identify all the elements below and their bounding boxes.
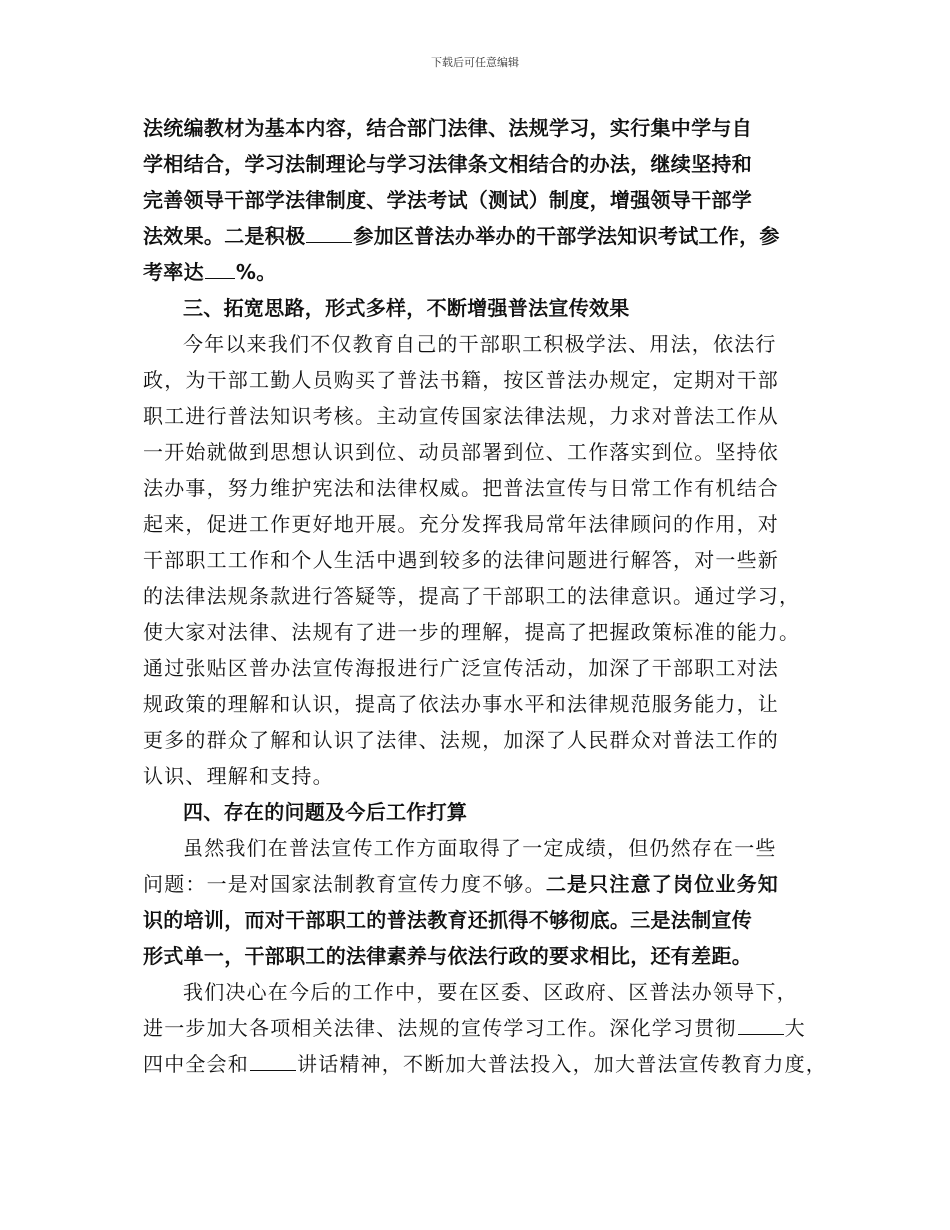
text-line: 虽然我们在普法宣传工作方面取得了一定成绩，但仍然存在一些 <box>183 836 777 860</box>
text-fragment: 问题：一是对国家法制教育宣传力度不够。 <box>143 872 546 896</box>
section-heading-4: 四、存在的问题及今后工作打算 <box>183 800 468 824</box>
text-line: 规政策的理解和认识，提高了依法办事水平和法律规范服务能力，让 <box>143 692 779 716</box>
text-line <box>143 866 823 902</box>
text-fragment: 四中全会和 <box>143 1052 249 1076</box>
text-line: 形式单一，干部职工的法律素养与依法行政的要求相比，还有差距。 <box>143 944 752 968</box>
text-fragment: 大 <box>784 1016 806 1040</box>
text-fragment: 讲话精神，不断加大普法投入，加大普法宣传教育力度， <box>297 1052 827 1076</box>
text-line <box>143 1046 827 1082</box>
text-line: 的法律法规条款进行答疑等，提高了干部职工的法律意识。通过学习， <box>143 584 801 608</box>
text-line: 更多的群众了解和认识了法律、法规，加深了人民群众对普法工作的 <box>143 728 779 752</box>
text-fragment: 参加区普法办举办的干部学法知识考试工作，参 <box>353 224 780 248</box>
text-fragment: 进一步加大各项相关法律、法规的宣传学习工作。深化学习贯彻 <box>143 1016 737 1040</box>
text-line: 使大家对法律、法规有了进一步的理解，提高了把握政策标准的能力。 <box>143 620 801 644</box>
text-line: 我们决心在今后的工作中，要在区委、区政府、区普法办领导下， <box>183 980 798 1004</box>
text-fragment: 考率达 <box>143 260 204 284</box>
text-line: 认识、理解和支持。 <box>143 764 334 788</box>
paragraph-future-plan <box>143 974 827 1082</box>
text-line <box>143 254 823 290</box>
text-line: 学相结合，学习法制理论与学习法律条文相结合的办法，继续坚持和 <box>143 152 752 176</box>
fill-blank <box>738 1016 784 1035</box>
paragraph-problems <box>143 830 823 974</box>
text-line: 今年以来我们不仅教育自己的干部职工积极学法、用法，依法行 <box>183 332 777 356</box>
text-line: 法办事，努力维护宪法和法律权威。把普法宣传与日常工作有机结合 <box>143 476 779 500</box>
text-line: 职工进行普法知识考核。主动宣传国家法律法规，力求对普法工作从 <box>143 404 779 428</box>
text-line: 法统编教材为基本内容，结合部门法律、法规学习，实行集中学与自 <box>143 116 752 140</box>
text-line: 干部职工工作和个人生活中遇到较多的法律问题进行解答，对一些新 <box>143 548 779 572</box>
text-line: 政，为干部工勤人员购买了普法书籍，按区普法办规定，定期对干部 <box>143 368 779 392</box>
text-fragment: %。 <box>235 260 277 284</box>
fill-blank <box>306 224 352 243</box>
text-line <box>143 1010 823 1046</box>
text-line: 起来，促进工作更好地开展。充分发挥我局常年法律顾问的作用，对 <box>143 512 779 536</box>
fill-blank <box>250 1052 296 1071</box>
section-heading-3: 三、拓宽思路，形式多样，不断增强普法宣传效果 <box>183 296 630 320</box>
paragraph-publicity-effect <box>143 326 823 794</box>
text-line <box>143 218 823 254</box>
document-body <box>143 110 827 1082</box>
text-line: 完善领导干部学法律制度、学法考试（测试）制度，增强领导干部学 <box>143 188 752 212</box>
text-line: 识的培训，而对干部职工的普法教育还抓得不够彻底。三是法制宣传 <box>143 908 752 932</box>
text-line: 一开始就做到思想认识到位、动员部署到位、工作落实到位。坚持依 <box>143 440 779 464</box>
page-header: 下载后可任意编辑 <box>431 56 519 69</box>
fill-blank <box>205 260 235 279</box>
bold-fragment: 二是只注意了岗位业务知 <box>545 872 780 896</box>
text-fragment: 法效果。二是积极 <box>143 224 306 248</box>
text-line: 通过张贴区普办法宣传海报进行广泛宣传活动，加深了干部职工对法 <box>143 656 779 680</box>
paragraph-study-system <box>143 110 823 290</box>
